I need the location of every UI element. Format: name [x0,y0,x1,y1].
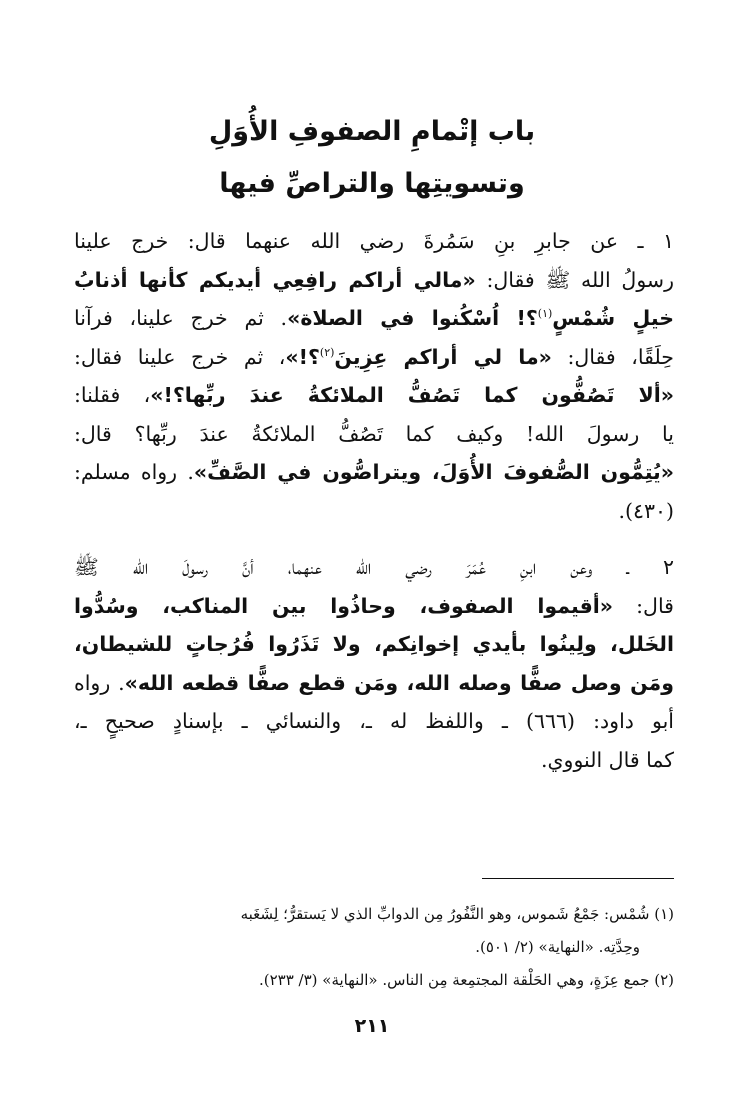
chapter-title-line-1: باب إتْمامِ الصفوفِ الأُوَلِ [208,116,536,147]
text-segment: ، فقلنا: [74,383,151,407]
text-segment: أبو داود: (٦٦٦) ـ واللفظ له ـ، والنسائي ـ بإسنادٍ صحيحٍ ـ، [74,709,674,733]
footnote-1: (١) شُمْس: جَمْعُ شَموس، وهو النَّفُورُ مِن الدوابِّ الذي لا يَستقرُّ؛ لِشَغَبه [240,905,674,923]
text-line [74,299,674,338]
text-segment: كما قال النووي. [540,747,674,772]
text-line [74,548,674,587]
text-segment: يا رسولَ الله! وكيف كما تَصُفُّ الملائكةُ عندَ ربِّها؟ قال: [74,421,674,446]
text-segment: . رواه مسلم: [74,460,194,484]
text-line [74,338,674,377]
text-line [74,702,674,741]
hadith-quote: «ما لي أراكم عِزِينَ [334,344,552,369]
hadith-quote: «ألا تَصُفُّون كما تَصُفُّ الملائكةُ عندَ ربِّها؟!» [150,383,674,407]
text-line [74,587,674,626]
main-text [74,222,674,779]
paragraph-gap [74,530,674,548]
text-line [74,664,674,703]
hadith-quote: ؟! اُسْكُنوا في الصلاة» [287,306,538,330]
hadith-quote: ومَن وصل صفًّا وصله الله، ومَن قطع صفًّا قطعه الله» [124,670,674,695]
text-segment: حِلَقًا، فقال: [551,344,674,369]
text-segment: قال: [613,593,674,618]
hadith-quote: «يُتِمُّون الصُّفوفَ الأُوَلَ، ويتراصُّون في الصَّفِّ» [193,460,675,484]
text-segment: . رواه [74,670,125,695]
page-number: ٢١١ [354,1015,390,1037]
text-line [74,492,674,531]
text-segment: ٢ ـ وعن ابنِ عُمَرَ رضي الله عنهما، أنَّ رسولَ الله ﷺ [74,555,674,579]
footnote-marker: (١) [537,307,553,320]
text-segment: . ثم خرج علينا، فرآنا [74,306,288,330]
footnote-separator [482,878,674,879]
text-line [74,625,674,664]
text-segment: ، ثم خرج علينا فقال: [74,344,286,369]
footnotes [74,898,674,997]
hadith-2 [74,548,674,779]
text-line [74,222,674,261]
footnote-2: (٢) جمع عِزَةٍ، وهي الحَلْقة المجتمِعة مِن الناس. «النهاية» (٣/ ٢٣٣). [258,971,674,989]
hadith-quote: خيلٍ شُمْسٍ [552,306,674,330]
hadith-1 [74,222,674,530]
text-segment: رسولُ الله ﷺ فقال: [475,267,674,292]
hadith-quote: ؟!» [285,344,320,369]
text-segment: ١ ـ عن جابرِ بنِ سَمُرةَ رضي الله عنهما قال: خرج علينا [74,229,674,253]
footnote-1-continuation: وحِدَّتِه. «النهاية» (٢/ ٥٠١). [475,938,640,956]
text-line [74,741,674,780]
hadith-quote: «مالي أراكم رافِعِي أيديكم كأنها أذنابُ [74,267,476,292]
hadith-quote: الخَلل، ولِينُوا بأيدي إخوانِكم، ولا تَذَرُوا فُرُجاتٍ للشيطان، [74,632,674,656]
text-line [74,261,674,300]
text-line [74,415,674,454]
chapter-title-line-2: وتسويتِها والتراصِّ فيها [219,168,525,199]
hadith-quote: «أقيموا الصفوف، وحاذُوا بين المناكب، وسُدُّوا [74,593,614,618]
footnote-marker: (٢) [319,345,335,359]
chapter-title [0,106,744,210]
text-line [74,453,674,492]
text-line [74,376,674,415]
reference-number: (٤٣٠). [618,498,674,523]
